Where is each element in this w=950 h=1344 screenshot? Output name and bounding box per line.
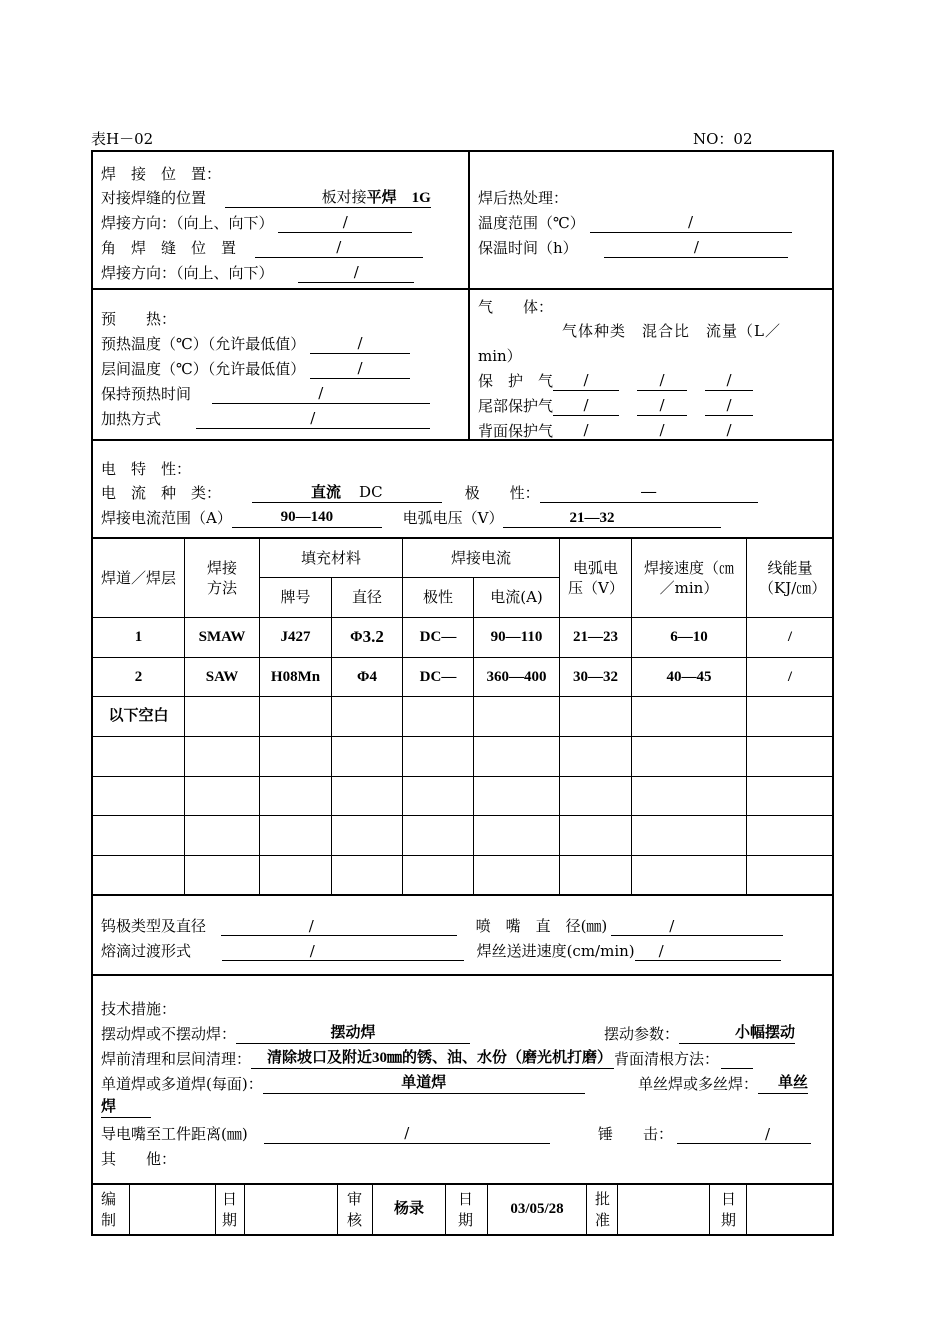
tungsten-label: 钨极类型及直径 — [101, 917, 207, 935]
gas-mix-value: / — [637, 421, 687, 441]
wirefeed-value: / — [635, 942, 781, 961]
transfer-label: 熔滴过渡形式 — [101, 942, 192, 960]
cleaning-value: 清除坡口及附近30㎜的锈、油、水份（磨光机打磨） — [251, 1049, 614, 1069]
header-grade: 牌号 — [280, 588, 311, 607]
interpass-row — [101, 358, 410, 379]
table-line — [91, 815, 834, 816]
backgouge-label: 背面清根方法： — [614, 1050, 720, 1068]
header-speed: 焊接速度（㎝／min） — [643, 558, 734, 597]
gas-row-backing — [478, 420, 753, 441]
ctwd-label: 导电嘴至工件距离(㎜) — [101, 1125, 248, 1143]
gas-heading: 气 体： — [478, 298, 554, 316]
row2-diameter — [332, 658, 402, 696]
wire-label: 单丝焊或多丝焊： — [638, 1075, 759, 1093]
header-pass: 焊道／焊层 — [101, 568, 177, 587]
form-number: NO：02 — [693, 130, 753, 148]
gas-mix-value: / — [637, 371, 687, 391]
position-heading: 焊 接 位 置： — [101, 165, 222, 183]
date1-label: 日期 — [222, 1190, 238, 1229]
ctwd-row — [101, 1123, 550, 1144]
row1-speed: 6—10 — [670, 629, 708, 646]
nozzle-label: 喷 嘴 直 径(㎜) — [475, 917, 608, 935]
tungsten-value: / — [221, 917, 457, 936]
pwht-temp-row — [478, 212, 792, 233]
direction2-value: / — [298, 263, 414, 283]
gas-flow-value: / — [705, 371, 753, 391]
footer-line — [244, 1184, 245, 1235]
gas-col-header-unit: min） — [478, 347, 522, 365]
heating-method-label: 加热方式 — [101, 410, 162, 428]
preheat-temp-label: 预热温度（℃）（允许最低值） — [101, 335, 306, 353]
date2-label: 日期 — [458, 1190, 474, 1229]
current-type-bold: 直流 — [311, 485, 342, 501]
tech-heading: 技术措施： — [101, 1000, 177, 1018]
blank-note: 以下空白 — [108, 708, 169, 725]
row2-grade: H08Mn — [270, 668, 321, 685]
fillet-row — [101, 237, 423, 258]
pwht-heading: 焊后热处理： — [478, 189, 569, 207]
wire-row-cont — [101, 1098, 151, 1118]
row1-pass: 1 — [134, 629, 143, 646]
gas-mix-value: / — [637, 396, 687, 416]
review-label: 审核 — [347, 1190, 363, 1229]
hold-time-label: 保持预热时间 — [101, 385, 192, 403]
weave-param-label: 摆动参数： — [604, 1025, 680, 1043]
cleaning-row — [101, 1048, 753, 1069]
header-voltage: 电弧电压（V） — [568, 558, 624, 597]
nozzle-value: / — [611, 917, 783, 936]
butt-position-row — [101, 187, 431, 208]
gas-type-value: / — [553, 396, 619, 416]
divider — [91, 894, 834, 896]
pass-row — [101, 1073, 585, 1094]
pwht-time-label: 保温时间（h） — [478, 239, 578, 257]
current-range-value: 90—140 — [232, 508, 382, 528]
heating-method-row — [101, 408, 430, 429]
gas-label: 保 护 气 — [478, 372, 554, 390]
hold-time-row — [101, 383, 430, 404]
arc-voltage-value: 21—32 — [503, 509, 721, 528]
direction2-row — [101, 262, 414, 283]
wirefeed-label: 焊丝送进速度(cm/min) — [476, 942, 635, 960]
fillet-label: 角 焊 缝 位 置 — [101, 239, 237, 257]
phi-symbol: Φ — [357, 668, 370, 685]
table-line — [91, 736, 834, 737]
polarity-value: — — [540, 483, 758, 503]
weave-label: 摆动焊或不摆动焊： — [101, 1025, 237, 1043]
transfer-row — [101, 940, 781, 961]
preheat-temp-row — [101, 333, 410, 354]
polarity-label: 极 性： — [464, 484, 540, 502]
peen-value: / — [677, 1125, 811, 1144]
gas-row-trailing — [478, 395, 753, 416]
weave-param-value: 小幅摆动 — [679, 1024, 795, 1044]
date2-value: 03/05/28 — [510, 1201, 564, 1218]
divider — [91, 288, 834, 290]
divider — [468, 150, 470, 440]
row1-diameter-value: 3.2 — [362, 627, 384, 647]
header-amp: 电流(A) — [490, 588, 543, 607]
wire-value: 单丝 — [758, 1074, 808, 1094]
row1-grade: J427 — [280, 629, 311, 646]
cleaning-label: 焊前清理和层间清理： — [101, 1050, 252, 1068]
transfer-value: / — [222, 942, 464, 961]
row2-voltage: 30—32 — [573, 668, 618, 685]
pwht-temp-value: / — [590, 213, 792, 233]
pwht-time-value: / — [604, 238, 788, 258]
header-filler: 填充材料 — [300, 548, 361, 567]
electrical-heading: 电 特 性： — [101, 460, 192, 478]
butt-position-value: 板对接 — [321, 188, 367, 206]
gas-label: 尾部保护气 — [478, 397, 554, 415]
butt-position-field — [225, 188, 431, 208]
gas-type-value: / — [553, 371, 619, 391]
butt-position-label: 对接焊缝的位置 — [101, 189, 207, 207]
preheat-heading: 预 热： — [101, 310, 177, 328]
direction1-value: / — [278, 213, 412, 233]
footer-line — [617, 1184, 618, 1235]
row2-diameter-value: 4 — [369, 668, 377, 685]
divider — [91, 974, 834, 976]
compile-label: 编制 — [101, 1190, 117, 1229]
form-id: 表H－02 — [91, 130, 154, 148]
direction1-label: 焊接方向：（向上、向下） — [101, 214, 274, 232]
wire-row — [638, 1073, 808, 1094]
fillet-value: / — [255, 238, 423, 258]
header-energy: 线能量（KJ/㎝） — [759, 558, 827, 597]
direction1-row — [101, 212, 412, 233]
gas-row-shield — [478, 370, 753, 391]
interpass-value: / — [310, 359, 410, 379]
arc-voltage-label: 电弧电压（V） — [402, 509, 504, 527]
header-diameter: 直径 — [351, 588, 382, 607]
phi-symbol: Φ — [350, 629, 363, 646]
weave-param-row — [604, 1023, 795, 1044]
row1-energy: / — [787, 629, 793, 646]
gas-label: 背面保护气 — [478, 422, 554, 440]
weave-row — [101, 1023, 470, 1044]
reviewer-name: 杨录 — [393, 1201, 424, 1218]
table-line — [91, 776, 834, 777]
wire-value-cont: 焊 — [101, 1098, 151, 1118]
row1-method: SMAW — [198, 629, 246, 646]
ctwd-value: / — [264, 1124, 550, 1144]
gas-flow-value: / — [705, 421, 753, 441]
gas-type-value: / — [553, 421, 619, 441]
preheat-temp-value: / — [310, 334, 410, 354]
current-type-field — [252, 483, 442, 503]
other-label: 其 他： — [101, 1150, 177, 1168]
header-method: 焊接方法 — [206, 558, 237, 597]
table-line — [91, 696, 834, 697]
approve-label: 批准 — [595, 1190, 611, 1229]
interpass-label: 层间温度（℃）（允许最低值） — [101, 360, 306, 378]
pwht-time-row — [478, 237, 788, 258]
row2-speed: 40—45 — [666, 668, 712, 685]
current-type-value: DC — [359, 483, 383, 501]
row2-amp: 360—400 — [486, 668, 547, 685]
butt-position-bold: 平焊 1G — [366, 190, 431, 206]
row1-diameter — [332, 618, 402, 657]
row1-amp: 90—110 — [490, 629, 543, 646]
current-range-row — [101, 507, 721, 528]
row1-voltage: 21—23 — [573, 629, 618, 646]
heating-method-value: / — [196, 409, 430, 429]
row1-polarity: DC— — [419, 629, 457, 646]
footer-line — [746, 1184, 747, 1235]
footer-line — [129, 1184, 130, 1235]
pwht-temp-label: 温度范围（℃） — [478, 214, 585, 232]
row2-pass: 2 — [134, 668, 143, 685]
tungsten-row — [101, 915, 783, 936]
header-current: 焊接电流 — [450, 548, 511, 567]
current-type-row — [101, 482, 758, 503]
header-polarity: 极性 — [422, 588, 453, 607]
hold-time-value: / — [212, 384, 430, 404]
row2-method: SAW — [205, 668, 239, 685]
date3-label: 日期 — [721, 1190, 737, 1229]
gas-col-header: 气体种类 混合比 流量（L／ — [562, 322, 781, 340]
peen-label: 锤 击： — [598, 1125, 674, 1143]
gas-flow-value: / — [705, 396, 753, 416]
row2-polarity: DC— — [419, 668, 457, 685]
weave-value: 摆动焊 — [236, 1024, 470, 1044]
pass-label: 单道焊或多道焊(每面)： — [101, 1075, 263, 1093]
current-type-label: 电 流 种 类： — [101, 484, 222, 502]
table-line — [91, 855, 834, 856]
row2-energy: / — [787, 668, 793, 685]
peen-row — [598, 1123, 811, 1144]
direction2-label: 焊接方向：（向上、向下） — [101, 264, 274, 282]
pass-value: 单道焊 — [263, 1074, 585, 1094]
current-range-label: 焊接电流范围（A） — [101, 509, 232, 527]
backgouge-value — [721, 1049, 753, 1069]
